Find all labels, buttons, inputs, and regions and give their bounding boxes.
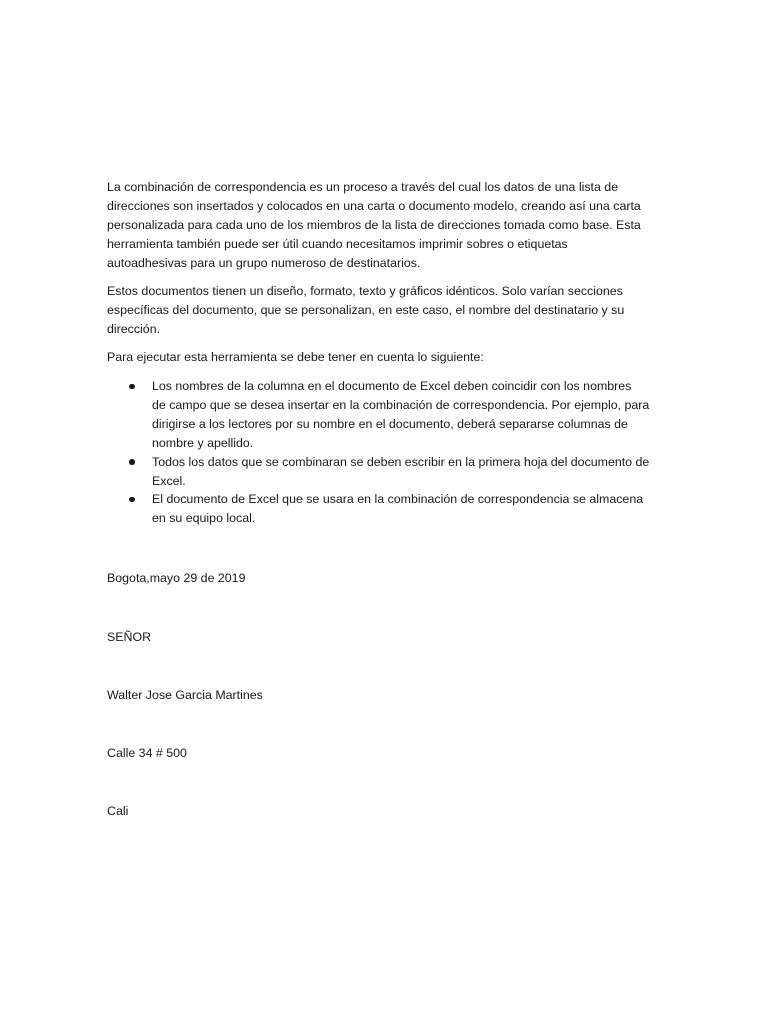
list-item — [107, 490, 667, 528]
text-line: direcciones son insertados y colocados en una carta o documento modelo, creando así una carta — [107, 198, 641, 213]
text-line: Estos documentos tienen un diseño, formato, texto y gráficos idénticos. Solo varían secciones — [107, 284, 623, 298]
text-line: específicas del documento, que se personalizan, en este caso, el nombre del destinatario y su — [107, 302, 625, 317]
text-line: Todos los datos que se combinaran se deben escribir en la primera hoja del documento de — [152, 454, 650, 469]
text-line: dirigirse a los lectores por su nombre en el documento, deberá separarse columnas de — [152, 416, 628, 431]
recipient-city: Cali — [107, 804, 129, 818]
list-item — [107, 453, 667, 491]
text-line: Excel. — [152, 473, 186, 488]
text-line: El documento de Excel que se usara en la combinación de correspondencia se almacena — [152, 492, 644, 507]
requirements-list — [107, 377, 667, 528]
requirements-intro — [107, 348, 667, 367]
text-line: herramienta también puede ser útil cuando necesitamos imprimir sobres o etiquetas — [107, 236, 568, 251]
text-line: autoadhesivas para un grupo numeroso de destinatarios. — [107, 255, 421, 270]
bullet-icon — [129, 497, 135, 503]
letter-salutation: SEÑOR — [107, 630, 152, 644]
text-line: personalizada para cada uno de los miembros de la lista de direcciones tomada como base. Esta — [107, 217, 641, 232]
text-line: La combinación de correspondencia es un proceso a través del cual los datos de una lista de — [107, 180, 619, 194]
text-line: Para ejecutar esta herramienta se debe tener en cuenta lo siguiente: — [107, 350, 484, 364]
recipient-name: Walter Jose Garcia Martines — [107, 688, 263, 702]
text-line: nombre y apellido. — [152, 435, 254, 450]
text-line: Los nombres de la columna en el documento de Excel deben coincidir con los nombres — [152, 379, 632, 393]
text-line: en su equipo local. — [152, 511, 256, 526]
recipient-address: Calle 34 # 500 — [107, 746, 187, 760]
intro-paragraph — [107, 178, 667, 273]
list-item — [107, 377, 667, 453]
letter-date: Bogota,mayo 29 de 2019 — [107, 571, 246, 585]
bullet-icon — [129, 459, 135, 465]
bullet-icon — [129, 384, 135, 390]
text-line: de campo que se desea insertar en la combinación de correspondencia. Por ejemplo, para — [152, 397, 650, 412]
text-line: dirección. — [107, 321, 161, 336]
second-paragraph — [107, 282, 667, 339]
